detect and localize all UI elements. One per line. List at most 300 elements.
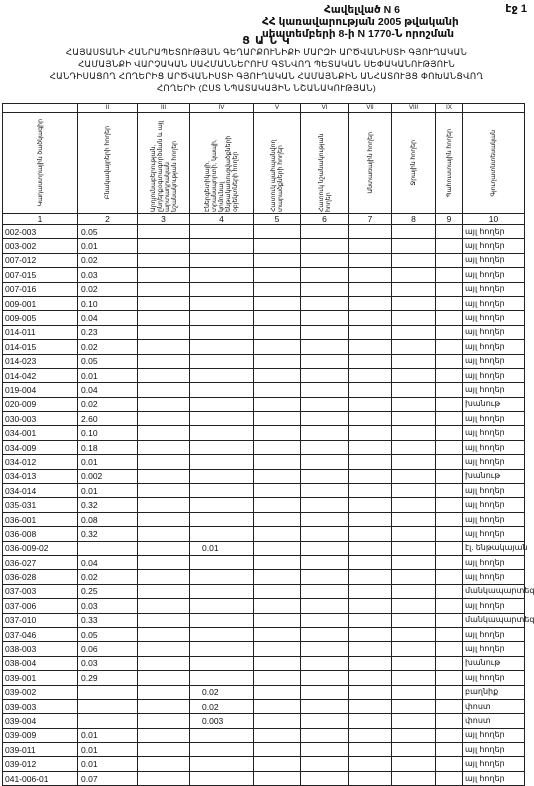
table-row	[3, 282, 525, 296]
area-cell: 0.05	[78, 354, 138, 368]
land-use-cell: այլ հողեր	[463, 728, 525, 742]
land-use-cell: այլ հողեր	[463, 225, 525, 239]
area-cell: 0.01	[78, 455, 138, 469]
area-cell: 0.08	[78, 512, 138, 526]
cadastral-code-cell: 014-042	[3, 368, 78, 382]
area-cell	[436, 325, 463, 339]
column-number: 4	[190, 214, 254, 225]
area-cell	[138, 714, 190, 728]
area-cell	[138, 498, 190, 512]
land-use-cell: այլ հողեր	[463, 743, 525, 757]
land-use-cell: այլ հողեր	[463, 325, 525, 339]
column-header	[392, 113, 436, 214]
area-cell	[254, 383, 301, 397]
column-number: 10	[463, 214, 525, 225]
area-cell	[138, 685, 190, 699]
area-cell	[138, 325, 190, 339]
area-cell	[349, 412, 392, 426]
area-cell	[301, 383, 349, 397]
area-cell	[254, 311, 301, 325]
area-cell	[138, 282, 190, 296]
column-header-label: Ջրային հողեր	[410, 140, 417, 186]
area-cell: 0.23	[78, 325, 138, 339]
area-cell	[190, 325, 254, 339]
roman-numeral-cell: IV	[190, 104, 254, 113]
area-cell	[301, 325, 349, 339]
cadastral-code-cell: 036-008	[3, 527, 78, 541]
land-use-cell: խանութ	[463, 469, 525, 483]
area-cell	[392, 225, 436, 239]
area-cell	[190, 656, 254, 670]
area-cell	[138, 397, 190, 411]
table-row	[3, 311, 525, 325]
area-cell	[254, 340, 301, 354]
roman-numeral-cell: VIII	[392, 104, 436, 113]
column-header	[78, 113, 138, 214]
table-row	[3, 771, 525, 785]
area-cell	[138, 426, 190, 440]
area-cell	[254, 253, 301, 267]
area-cell	[138, 728, 190, 742]
area-cell	[301, 541, 349, 555]
area-cell	[392, 599, 436, 613]
area-cell	[138, 225, 190, 239]
land-use-cell: այլ հողեր	[463, 671, 525, 685]
area-cell	[138, 527, 190, 541]
area-cell	[190, 599, 254, 613]
land-use-cell: այլ հողեր	[463, 570, 525, 584]
area-cell	[138, 354, 190, 368]
table-row	[3, 455, 525, 469]
area-cell	[254, 412, 301, 426]
land-use-cell: փոստ	[463, 714, 525, 728]
area-cell	[392, 340, 436, 354]
table-row	[3, 498, 525, 512]
cadastral-code-cell: 038-004	[3, 656, 78, 670]
area-cell	[392, 757, 436, 771]
area-cell	[190, 239, 254, 253]
area-cell: 0.02	[78, 570, 138, 584]
area-cell	[436, 368, 463, 382]
area-cell	[254, 397, 301, 411]
area-cell	[392, 268, 436, 282]
table-row	[3, 699, 525, 713]
column-number: 7	[349, 214, 392, 225]
area-cell	[349, 584, 392, 598]
table-row	[3, 671, 525, 685]
area-cell	[301, 397, 349, 411]
area-cell	[436, 225, 463, 239]
area-cell	[190, 570, 254, 584]
area-cell: 0.32	[78, 527, 138, 541]
area-cell	[254, 225, 301, 239]
area-cell	[190, 584, 254, 598]
area-cell	[138, 253, 190, 267]
area-cell	[138, 484, 190, 498]
cadastral-code-cell: 034-014	[3, 484, 78, 498]
area-cell	[301, 771, 349, 785]
area-cell: 0.25	[78, 584, 138, 598]
area-cell	[301, 743, 349, 757]
cadastral-code-cell: 014-011	[3, 325, 78, 339]
area-cell	[301, 527, 349, 541]
area-cell	[138, 296, 190, 310]
table-row	[3, 397, 525, 411]
area-cell	[392, 296, 436, 310]
area-cell	[349, 728, 392, 742]
area-cell	[436, 555, 463, 569]
table-row	[3, 757, 525, 771]
area-cell	[392, 469, 436, 483]
page-number: էջ 1	[505, 3, 527, 15]
area-cell	[190, 397, 254, 411]
header-line-2: ՀՀ կառավարության 2005 թվականի	[262, 16, 459, 28]
area-cell	[436, 627, 463, 641]
land-use-cell: մանկապարտեզ	[463, 584, 525, 598]
area-cell	[392, 397, 436, 411]
area-cell	[301, 642, 349, 656]
area-cell	[301, 225, 349, 239]
cadastral-code-cell: 007-016	[3, 282, 78, 296]
cadastral-code-cell: 036-027	[3, 555, 78, 569]
column-header-label: Կադաստրային ծածկագիր	[36, 119, 44, 207]
area-cell	[349, 714, 392, 728]
area-cell	[392, 484, 436, 498]
area-cell	[138, 239, 190, 253]
area-cell	[190, 311, 254, 325]
area-cell	[392, 440, 436, 454]
table-row	[3, 527, 525, 541]
roman-numeral-cell	[3, 104, 78, 113]
area-cell	[349, 325, 392, 339]
area-cell	[436, 455, 463, 469]
table-row	[3, 340, 525, 354]
area-cell	[254, 455, 301, 469]
area-cell	[138, 570, 190, 584]
column-header-label: Գյուղատնտեսական	[490, 129, 497, 197]
area-cell	[78, 714, 138, 728]
area-cell	[138, 599, 190, 613]
document-subtitle	[4, 46, 529, 94]
area-cell	[138, 440, 190, 454]
cadastral-code-cell: 037-003	[3, 584, 78, 598]
area-cell	[254, 728, 301, 742]
area-cell	[301, 570, 349, 584]
table-row	[3, 426, 525, 440]
area-cell: 2.60	[78, 412, 138, 426]
area-cell	[436, 484, 463, 498]
area-cell	[349, 311, 392, 325]
column-header-row	[3, 113, 525, 214]
area-cell	[349, 383, 392, 397]
area-cell	[349, 253, 392, 267]
cadastral-code-cell: 014-023	[3, 354, 78, 368]
column-number: 5	[254, 214, 301, 225]
area-cell: 0.02	[78, 253, 138, 267]
area-cell	[349, 771, 392, 785]
area-cell: 0.03	[78, 599, 138, 613]
area-cell	[190, 728, 254, 742]
area-cell	[301, 714, 349, 728]
area-cell	[392, 541, 436, 555]
cadastral-code-cell: 036-009-02	[3, 541, 78, 555]
area-cell: 0.02	[78, 340, 138, 354]
table-row	[3, 484, 525, 498]
column-header	[463, 113, 525, 214]
roman-numeral-cell: V	[254, 104, 301, 113]
area-cell	[392, 627, 436, 641]
area-cell	[254, 484, 301, 498]
area-cell	[138, 340, 190, 354]
area-cell: 0.10	[78, 296, 138, 310]
area-cell: 0.04	[78, 311, 138, 325]
land-use-cell: այլ հողեր	[463, 527, 525, 541]
area-cell	[301, 512, 349, 526]
area-cell	[392, 383, 436, 397]
table-row	[3, 685, 525, 699]
area-cell	[349, 397, 392, 411]
area-cell	[392, 555, 436, 569]
area-cell	[349, 440, 392, 454]
area-cell	[78, 685, 138, 699]
area-cell	[190, 368, 254, 382]
area-cell	[301, 627, 349, 641]
area-cell	[301, 296, 349, 310]
cadastral-code-cell: 003-002	[3, 239, 78, 253]
area-cell	[349, 268, 392, 282]
area-cell	[138, 383, 190, 397]
column-header	[301, 113, 349, 214]
table-row	[3, 555, 525, 569]
table-row	[3, 627, 525, 641]
area-cell: 0.01	[78, 757, 138, 771]
area-cell	[349, 239, 392, 253]
subtitle-line: ՀԱՅԱՍՏԱՆԻ ՀԱՆՐԱՊԵՏՈՒԹՅԱՆ ԳԵՂԱՐՔՈՒՆԻՔԻ ՄԱՐԶԻ ԱՐԾՎԱՆԻՍՏԻ ԳՅՈՒՂԱԿԱՆ	[65, 47, 468, 57]
area-cell	[436, 354, 463, 368]
cadastral-code-cell: 039-004	[3, 714, 78, 728]
area-cell: 0.003	[190, 714, 254, 728]
area-cell	[190, 527, 254, 541]
area-cell	[254, 570, 301, 584]
table-row	[3, 743, 525, 757]
column-header-label: Հատուկ պահպանվող տարածքների հողեր	[270, 139, 284, 212]
area-cell	[349, 599, 392, 613]
area-cell	[138, 268, 190, 282]
cadastral-code-cell: 039-011	[3, 743, 78, 757]
area-cell: 0.01	[78, 239, 138, 253]
table-row	[3, 656, 525, 670]
land-use-cell: այլ հողեր	[463, 268, 525, 282]
area-cell	[190, 354, 254, 368]
area-cell	[301, 426, 349, 440]
land-use-cell: այլ հողեր	[463, 599, 525, 613]
area-cell	[138, 584, 190, 598]
area-cell	[190, 412, 254, 426]
area-cell	[436, 743, 463, 757]
area-cell	[138, 656, 190, 670]
area-cell	[138, 311, 190, 325]
area-cell	[254, 469, 301, 483]
cadastral-code-cell: 019-004	[3, 383, 78, 397]
area-cell	[301, 469, 349, 483]
table-row	[3, 412, 525, 426]
land-use-cell: այլ հողեր	[463, 555, 525, 569]
area-cell	[392, 426, 436, 440]
area-cell: 0.04	[78, 555, 138, 569]
area-cell	[138, 771, 190, 785]
area-cell	[436, 714, 463, 728]
area-cell	[190, 757, 254, 771]
column-header	[436, 113, 463, 214]
land-use-cell: էլ. ենթակայան	[463, 541, 525, 555]
area-cell	[392, 325, 436, 339]
table-row	[3, 440, 525, 454]
cadastral-code-cell: 039-012	[3, 757, 78, 771]
cadastral-code-cell: 030-003	[3, 412, 78, 426]
land-use-cell: այլ հողեր	[463, 512, 525, 526]
area-cell	[436, 311, 463, 325]
area-cell	[436, 685, 463, 699]
area-cell	[392, 512, 436, 526]
area-cell	[190, 613, 254, 627]
cadastral-code-cell: 014-015	[3, 340, 78, 354]
area-cell	[349, 484, 392, 498]
area-cell	[392, 671, 436, 685]
roman-numeral-cell: VII	[349, 104, 392, 113]
column-number: 3	[138, 214, 190, 225]
area-cell	[436, 397, 463, 411]
area-cell	[138, 757, 190, 771]
table-row	[3, 383, 525, 397]
table-row	[3, 325, 525, 339]
column-header-label: Բնակավայրերի հողեր	[104, 126, 111, 200]
area-cell: 0.06	[78, 642, 138, 656]
area-cell	[349, 541, 392, 555]
document-title: Ց Ա Ն Կ	[242, 35, 291, 47]
cadastral-code-cell: 035-031	[3, 498, 78, 512]
area-cell	[349, 555, 392, 569]
area-cell	[190, 455, 254, 469]
area-cell	[190, 555, 254, 569]
area-cell	[436, 728, 463, 742]
land-use-cell: մանկապարտեզ	[463, 613, 525, 627]
area-cell	[138, 743, 190, 757]
area-cell	[254, 239, 301, 253]
table-row	[3, 368, 525, 382]
area-cell	[436, 512, 463, 526]
column-number: 1	[3, 214, 78, 225]
table-row	[3, 599, 525, 613]
area-cell	[78, 699, 138, 713]
land-use-cell: այլ հողեր	[463, 412, 525, 426]
area-cell	[392, 412, 436, 426]
area-cell	[138, 368, 190, 382]
table-row	[3, 268, 525, 282]
area-cell	[254, 627, 301, 641]
area-cell	[190, 771, 254, 785]
area-cell: 0.02	[78, 397, 138, 411]
area-cell: 0.29	[78, 671, 138, 685]
area-cell	[349, 570, 392, 584]
area-cell: 0.10	[78, 426, 138, 440]
area-cell	[254, 498, 301, 512]
table-row	[3, 570, 525, 584]
area-cell	[301, 599, 349, 613]
area-cell	[254, 584, 301, 598]
area-cell	[392, 743, 436, 757]
land-use-cell: այլ հողեր	[463, 383, 525, 397]
margin-mark: ·	[522, 692, 524, 698]
table-row	[3, 642, 525, 656]
area-cell	[190, 498, 254, 512]
area-cell	[349, 527, 392, 541]
area-cell	[78, 541, 138, 555]
roman-numeral-cell: VI	[301, 104, 349, 113]
cadastral-code-cell: 034-013	[3, 469, 78, 483]
land-use-cell: այլ հողեր	[463, 757, 525, 771]
area-cell: 0.02	[190, 699, 254, 713]
area-cell	[436, 440, 463, 454]
area-cell	[138, 699, 190, 713]
subtitle-line: ՀԱՆԴԻՍԱՑՈՂ ՀՈՂԵՐԻՑ ԱՐԾՎԱՆԻՍՏԻ ԳՅՈՒՂԱԿԱՆ ՀԱՄԱՅՆՔԻՆ ԱՆՀԱՏՈՒՅՑ ՓՈԽԱՆՑՎՈՂ	[49, 71, 484, 81]
area-cell	[138, 613, 190, 627]
cadastral-code-cell: 037-046	[3, 627, 78, 641]
area-cell	[138, 555, 190, 569]
cadastral-code-cell: 002-003	[3, 225, 78, 239]
area-cell	[436, 426, 463, 440]
area-cell	[436, 570, 463, 584]
area-cell	[301, 728, 349, 742]
area-cell	[254, 541, 301, 555]
area-cell	[392, 239, 436, 253]
table-row	[3, 253, 525, 267]
land-use-cell: այլ հողեր	[463, 426, 525, 440]
area-cell	[301, 685, 349, 699]
land-use-cell: խանութ	[463, 656, 525, 670]
area-cell	[392, 771, 436, 785]
area-cell	[190, 440, 254, 454]
area-cell	[392, 584, 436, 598]
area-cell	[190, 627, 254, 641]
area-cell	[190, 642, 254, 656]
area-cell	[436, 527, 463, 541]
area-cell	[392, 282, 436, 296]
area-cell	[254, 743, 301, 757]
area-cell	[436, 584, 463, 598]
area-cell	[190, 671, 254, 685]
cadastral-code-cell: 037-006	[3, 599, 78, 613]
area-cell	[301, 699, 349, 713]
land-use-cell: այլ հողեր	[463, 440, 525, 454]
area-cell	[301, 268, 349, 282]
cadastral-code-cell: 036-001	[3, 512, 78, 526]
area-cell	[349, 685, 392, 699]
cadastral-code-cell: 038-003	[3, 642, 78, 656]
land-use-cell: այլ հողեր	[463, 340, 525, 354]
area-cell	[301, 671, 349, 685]
area-cell	[190, 340, 254, 354]
area-cell	[349, 340, 392, 354]
area-cell	[301, 354, 349, 368]
area-cell	[254, 685, 301, 699]
area-cell	[138, 455, 190, 469]
area-cell	[349, 512, 392, 526]
land-use-cell: այլ հողեր	[463, 253, 525, 267]
area-cell	[301, 498, 349, 512]
land-use-cell: այլ հողեր	[463, 771, 525, 785]
roman-numeral-row	[3, 104, 525, 113]
area-cell: 0.05	[78, 225, 138, 239]
